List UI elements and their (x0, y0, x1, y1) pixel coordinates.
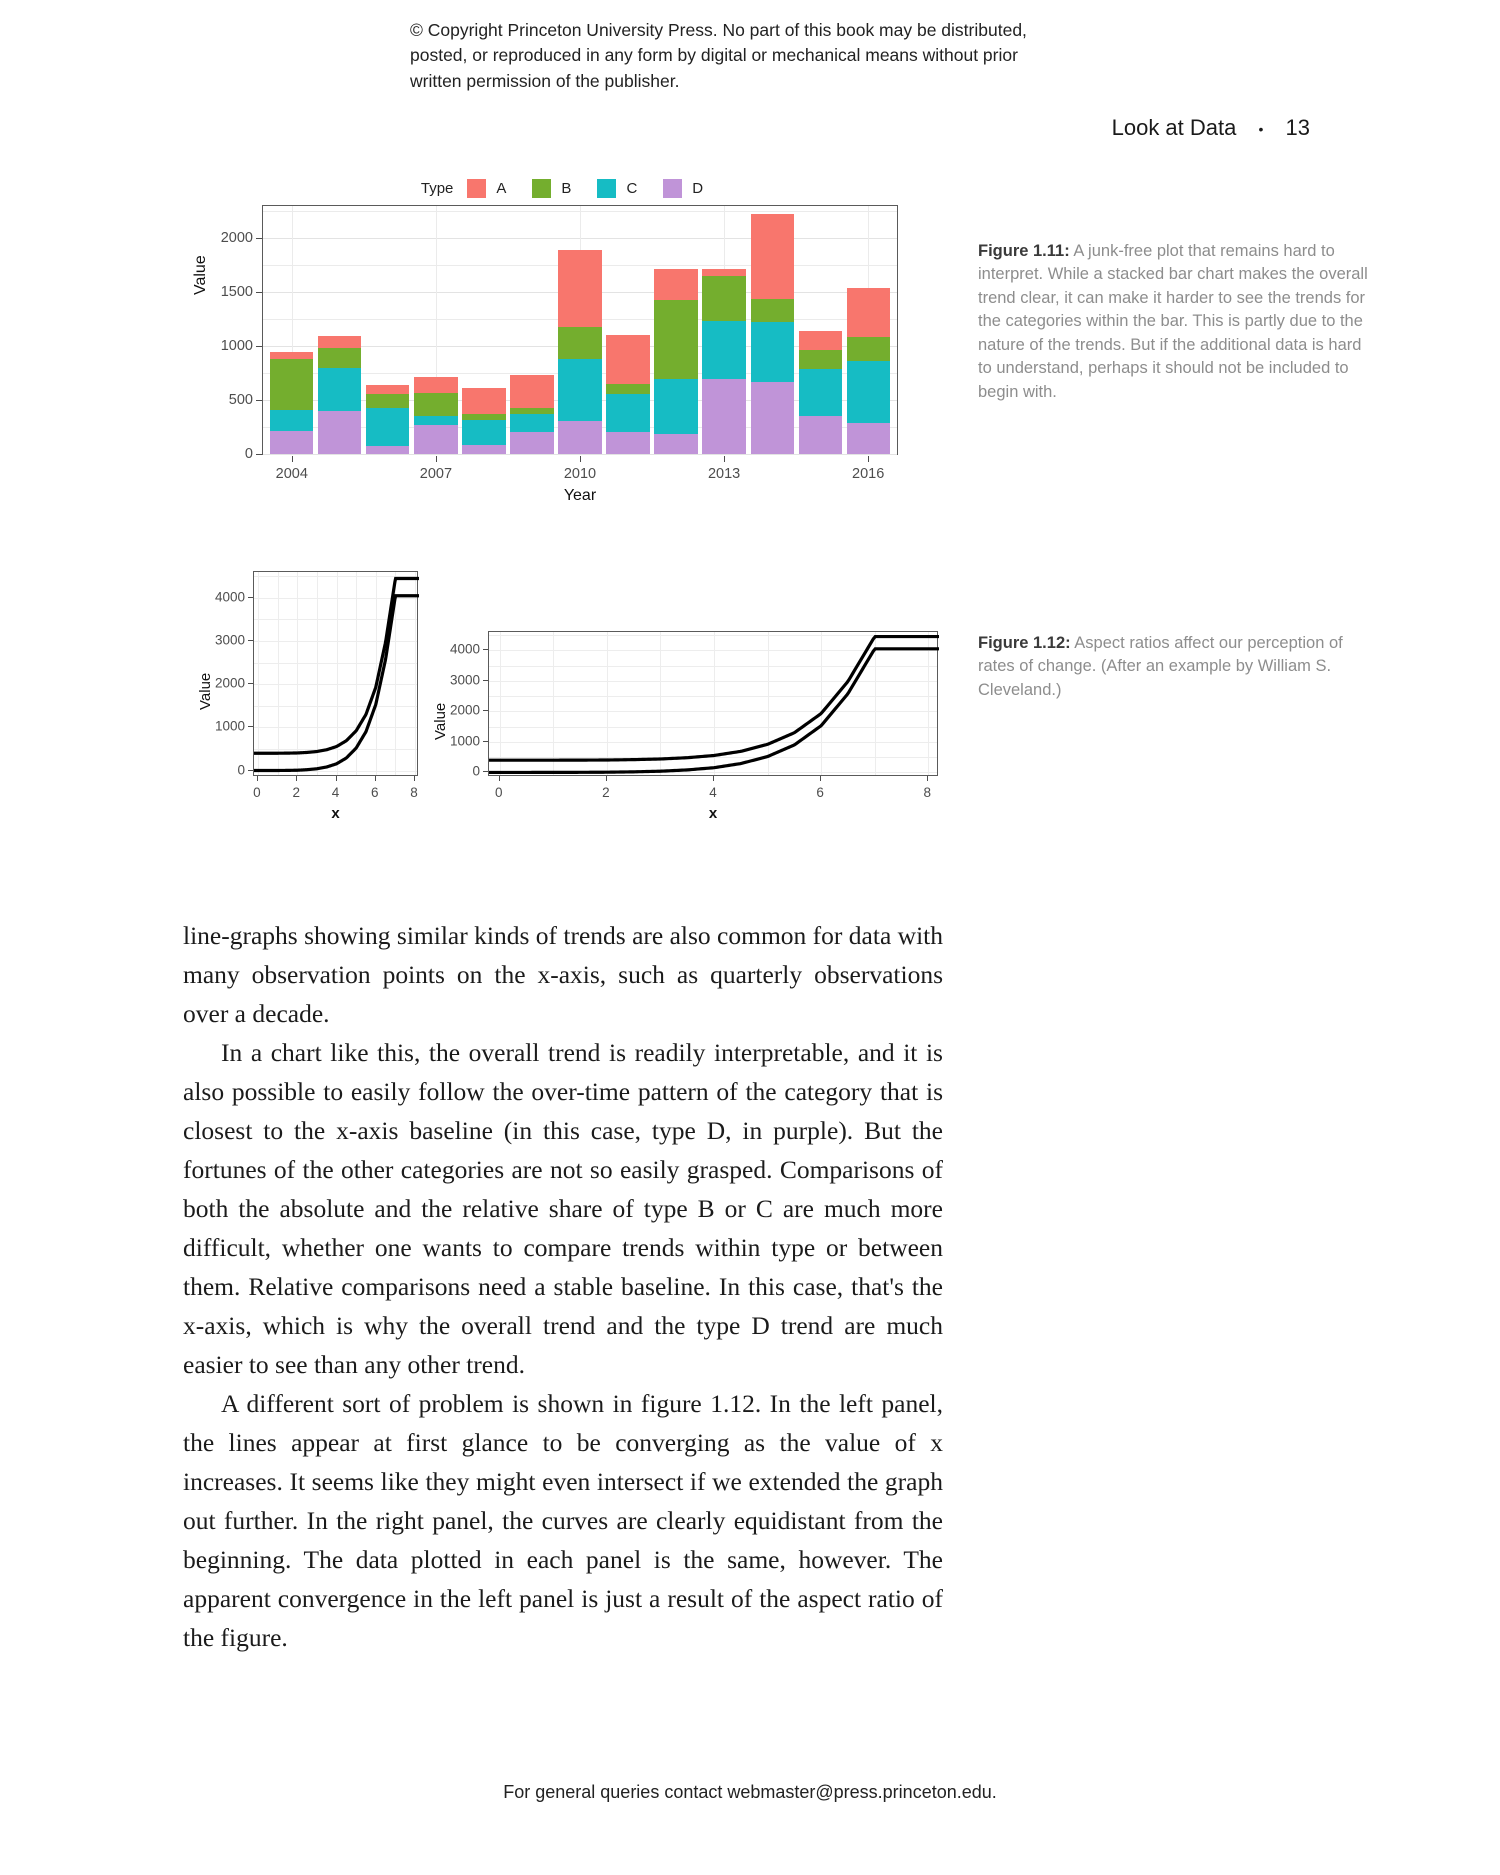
table-row[interactable] (799, 331, 842, 454)
figure-1-12-caption-text: Aspect ratios affect our perception of rates of change. (After an example by William S. Cleveland.) (978, 634, 1343, 699)
x-tick-mark (820, 776, 821, 781)
page-number: 13 (1285, 115, 1310, 140)
table-row[interactable] (606, 335, 649, 454)
bar-segment-c[interactable] (270, 410, 313, 430)
legend-label: B (561, 179, 572, 197)
legend-item-c[interactable] (597, 179, 637, 198)
x-tick-mark (414, 776, 415, 781)
x-tick-mark (868, 456, 869, 462)
x-tick-label: 2004 (275, 466, 308, 482)
x-tick-mark (724, 456, 725, 462)
legend-label: C (626, 179, 638, 197)
bar-segment-c[interactable] (414, 416, 457, 425)
bar-segment-d[interactable] (558, 421, 601, 454)
bar-segment-b[interactable] (270, 359, 313, 411)
bar-segment-c[interactable] (558, 359, 601, 421)
bar-segment-d[interactable] (366, 446, 409, 454)
x-tick-label: 6 (816, 785, 824, 800)
bar-segment-a[interactable] (510, 375, 553, 408)
y-axis-label: Value (192, 255, 209, 295)
x-tick-mark (606, 776, 607, 781)
x-tick-mark (580, 456, 581, 462)
bar-segment-d[interactable] (510, 432, 553, 454)
legend-label: D (692, 179, 704, 197)
y-axis-label: Value (197, 672, 214, 710)
bar-segment-c[interactable] (510, 414, 553, 433)
x-axis-label: Year (563, 487, 597, 504)
table-row[interactable] (654, 269, 697, 454)
bar-segment-c[interactable] (462, 420, 505, 445)
body-paragraph: A different sort of problem is shown in figure 1.12. In the left panel, the lines appear at first glance to be converging as the value of x increases. It seems like they might even intersect if we extended the graph out further. In the right panel, the curves are clearly equidistant from the beginning. The data plotted in each panel is the same, however. The apparent convergence in the left panel is just a result of the aspect ratio of the figure. (183, 1389, 943, 1652)
y-tick-label: 3000 (449, 672, 480, 688)
bar-segment-d[interactable] (847, 423, 890, 454)
bar-segment-d[interactable] (318, 411, 361, 454)
y-tick-label: 4000 (214, 589, 245, 605)
y-tick-mark (248, 726, 253, 727)
bar-segment-b[interactable] (558, 327, 601, 358)
bar-segment-b[interactable] (751, 299, 794, 323)
running-head-separator: • (1258, 121, 1264, 138)
chart-legend (200, 175, 950, 201)
y-tick-mark (248, 597, 253, 598)
x-tick-label: 2 (602, 785, 610, 800)
bar-segment-d[interactable] (654, 434, 697, 454)
bar-segment-c[interactable] (751, 322, 794, 382)
bar-segment-b[interactable] (654, 300, 697, 379)
figure-1-12-right-panel (430, 625, 950, 840)
copyright-notice: © Copyright Princeton University Press. No part of this book may be distributed, posted, or reproduced in any form by digital or mechanical means without prior written permission of the publisher. (410, 20, 1027, 91)
y-tick-label: 0 (244, 446, 253, 462)
legend-label: A (496, 179, 507, 197)
y-tick-mark (248, 683, 253, 684)
x-tick-mark (296, 776, 297, 781)
x-axis-label: x (331, 805, 340, 822)
x-tick-label: 8 (410, 785, 418, 800)
table-row[interactable] (270, 352, 313, 454)
y-tick-mark (483, 741, 488, 742)
bar-segment-c[interactable] (366, 408, 409, 446)
legend-item-b[interactable] (532, 179, 571, 198)
x-tick-label: 2 (292, 785, 300, 800)
table-row[interactable] (847, 288, 890, 454)
y-tick-label: 2000 (214, 675, 245, 691)
table-row[interactable] (558, 250, 601, 454)
x-tick-label: 0 (494, 785, 503, 800)
figure-1-11-caption-text: A junk-free plot that remains hard to interpret. While a stacked bar chart makes the overall trend clear, it can make it harder to see the trends for the categories within the bar. This is partly due to the nature of the trends. But if the additional data is hard to understand, perhaps it should not be included to begin with. (978, 242, 1368, 401)
bar-segment-a[interactable] (462, 388, 505, 414)
x-tick-label: 2013 (707, 466, 741, 482)
figure-1-11-chart (192, 175, 950, 515)
table-row[interactable] (318, 336, 361, 454)
table-row[interactable] (366, 385, 409, 454)
figure-1-12-left-panel (195, 565, 430, 840)
y-tick-label: 0 (472, 763, 480, 779)
y-tick-mark (248, 640, 253, 641)
y-tick-label: 1500 (220, 284, 253, 301)
bar-segment-c[interactable] (847, 361, 890, 422)
body-paragraph: line-graphs showing similar kinds of trends are also common for data with many observation points on the x-axis, such as quarterly observations over a decade. (183, 921, 943, 1028)
x-axis-ticks (195, 776, 428, 806)
running-head (0, 115, 1310, 141)
x-tick-mark (713, 776, 714, 781)
y-tick-label: 2000 (449, 702, 480, 718)
bar-segment-d[interactable] (702, 379, 745, 454)
x-axis-ticks (430, 776, 948, 806)
bar-segment-a[interactable] (270, 352, 313, 358)
bar-segment-d[interactable] (270, 431, 313, 454)
bar-segment-b[interactable] (510, 408, 553, 413)
bar-segment-a[interactable] (799, 331, 842, 350)
bar-segment-a[interactable] (847, 288, 890, 337)
x-tick-label: 2016 (852, 466, 885, 482)
bar-segment-a[interactable] (606, 335, 649, 384)
y-tick-mark (483, 771, 488, 772)
line-series-container (254, 572, 419, 777)
legend-item-a[interactable] (467, 179, 506, 198)
bar-segment-d[interactable] (606, 432, 649, 454)
bar-segment-a[interactable] (414, 377, 457, 393)
bar-segment-a[interactable] (751, 214, 794, 299)
bar-segment-d[interactable] (414, 425, 457, 454)
y-axis-label: Value (432, 702, 449, 740)
bar-segment-c[interactable] (799, 369, 842, 416)
legend-swatch-icon (597, 179, 616, 198)
legend-swatch-icon (663, 179, 682, 198)
x-tick-label: 2007 (419, 466, 453, 482)
bar-segment-d[interactable] (799, 416, 842, 454)
y-tick-label: 4000 (449, 641, 480, 657)
bar-segment-b[interactable] (799, 350, 842, 369)
x-tick-mark (499, 776, 500, 781)
bar-segment-d[interactable] (462, 445, 505, 454)
x-tick-mark (292, 456, 293, 462)
table-row[interactable] (414, 377, 457, 454)
line-chart-panel (253, 571, 418, 776)
x-tick-label: 2010 (563, 466, 597, 482)
bar-segment-b[interactable] (702, 276, 745, 321)
table-row[interactable] (751, 214, 794, 454)
body-text (183, 916, 943, 1657)
x-axis-ticks (262, 456, 898, 486)
figure-1-12-caption (978, 632, 1368, 702)
y-tick-mark (248, 770, 253, 771)
x-tick-label: 4 (709, 785, 717, 800)
bar-segment-d[interactable] (751, 382, 794, 454)
bar-segment-b[interactable] (366, 394, 409, 408)
line-series-container (489, 632, 939, 777)
bar-segment-c[interactable] (318, 368, 361, 411)
x-tick-mark (375, 776, 376, 781)
figure-1-11-caption (978, 240, 1368, 404)
y-tick-mark (483, 649, 488, 650)
legend-swatch-icon (532, 179, 551, 198)
gridline-horizontal (263, 454, 897, 455)
y-tick-label: 2000 (220, 230, 253, 247)
y-tick-label: 1000 (214, 718, 245, 734)
bar-segment-b[interactable] (462, 414, 505, 420)
y-tick-label: 1000 (449, 733, 480, 749)
y-axis-ticks (200, 205, 262, 462)
x-tick-mark (257, 776, 258, 781)
x-tick-label: 6 (371, 785, 379, 800)
bar-segment-a[interactable] (366, 385, 409, 394)
line-series-lower (254, 596, 419, 771)
x-tick-mark (336, 776, 337, 781)
x-tick-label: 8 (923, 785, 932, 800)
bar-chart-panel (262, 205, 898, 455)
figure-1-11-label: Figure 1.11: (978, 242, 1070, 260)
x-tick-label: 0 (253, 785, 261, 800)
table-row[interactable] (462, 388, 505, 454)
y-tick-label: 1000 (220, 338, 253, 355)
table-row[interactable] (510, 375, 553, 454)
x-axis-label: x (708, 805, 718, 822)
running-head-chapter-title: Look at Data (1111, 115, 1237, 140)
bar-segment-c[interactable] (606, 394, 649, 432)
bar-segment-b[interactable] (414, 393, 457, 416)
y-tick-label: 0 (237, 762, 245, 778)
figure-1-12-label: Figure 1.12: (978, 634, 1071, 652)
line-chart-panel (488, 631, 938, 776)
bar-segment-a[interactable] (558, 250, 601, 327)
bar-segment-c[interactable] (702, 321, 745, 379)
y-tick-mark (483, 680, 488, 681)
bar-segment-a[interactable] (318, 336, 361, 347)
y-tick-mark (483, 710, 488, 711)
bar-segment-b[interactable] (606, 384, 649, 394)
bar-segment-a[interactable] (702, 269, 745, 277)
footer-note: For general queries contact webmaster@press.princeton.edu. (503, 1782, 997, 1802)
bar-segment-c[interactable] (654, 379, 697, 434)
x-tick-mark (436, 456, 437, 462)
bar-segment-b[interactable] (847, 337, 890, 361)
legend-title: Type (420, 179, 454, 197)
body-paragraph: In a chart like this, the overall trend is readily interpretable, and it is also possible to easily follow the over-time pattern of the category that is closest to the x-axis baseline (in this case, type D, in purple). But the fortunes of the other categories are not so easily grasped. Comparisons of both the absolute and the relative share of type B or C are much more difficult, whether one wants to compare trends within type or between them. Relative comparisons need a stable baseline. In this case, that's the x-axis, which is why the overall trend and the type D trend are much easier to see than any other trend. (183, 1038, 943, 1379)
table-row[interactable] (702, 269, 745, 454)
y-tick-label: 3000 (214, 632, 245, 648)
y-tick-label: 500 (228, 392, 253, 409)
bar-segment-b[interactable] (318, 348, 361, 368)
legend-item-d[interactable] (663, 179, 703, 198)
legend-swatch-icon (467, 179, 486, 198)
x-tick-label: 4 (331, 785, 340, 800)
x-tick-mark (927, 776, 928, 781)
bar-series-container (263, 206, 897, 454)
bar-segment-a[interactable] (654, 269, 697, 301)
